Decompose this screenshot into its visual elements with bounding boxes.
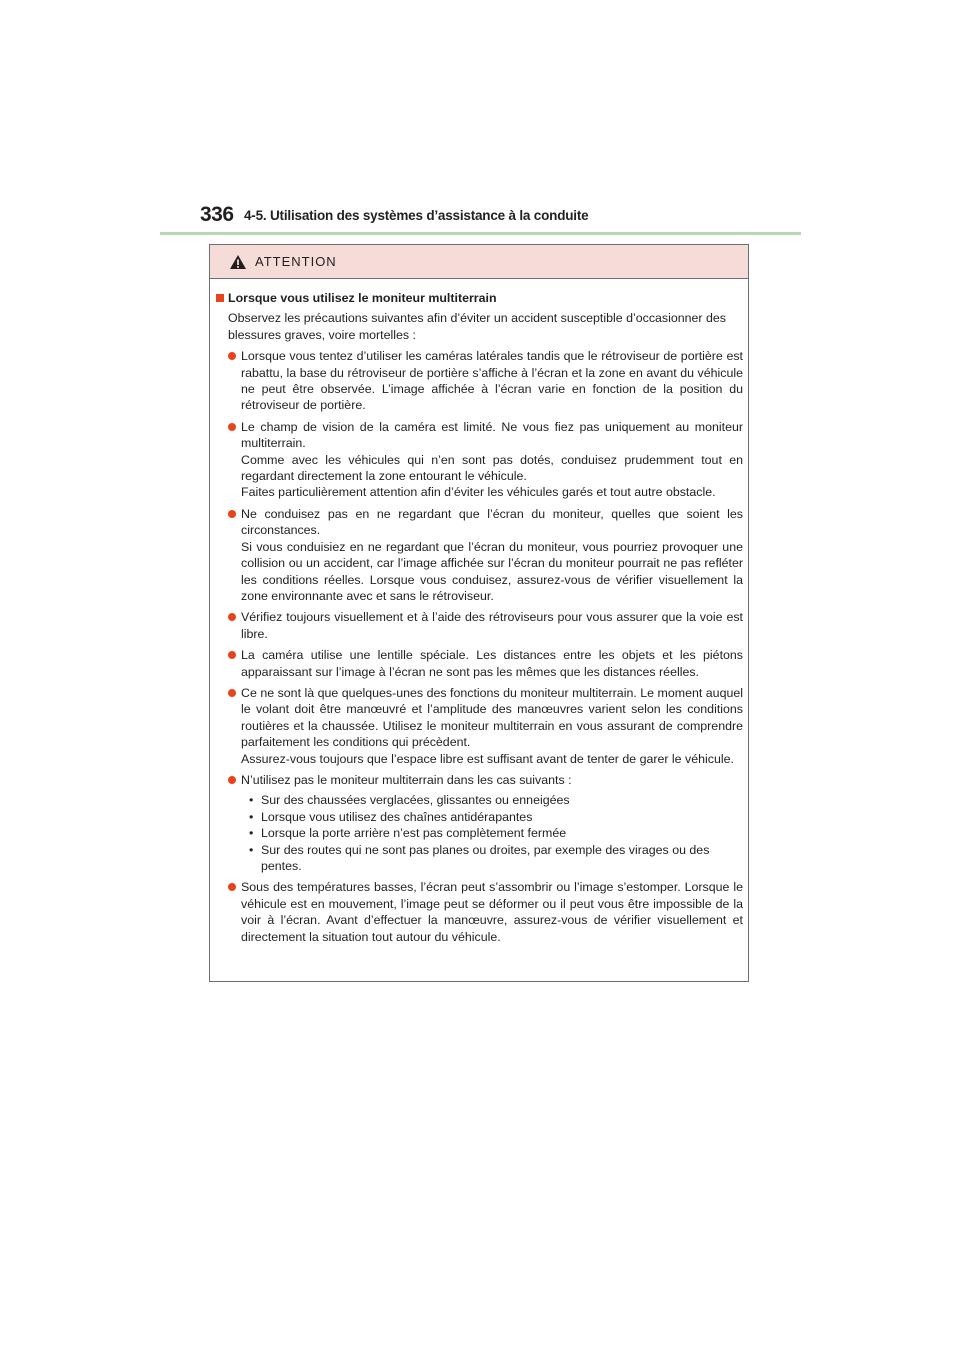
bullet-item [216, 879, 743, 945]
round-bullet-icon [228, 776, 236, 784]
warning-subheading [216, 290, 743, 306]
bullet-list [216, 348, 743, 945]
bullet-paragraph: Faites particulièrement attention afin d’éviter les véhicules garés et tout autre obstacle. [241, 485, 716, 500]
section-title: 4-5. Utilisation des systèmes d’assistance à la conduite [244, 208, 589, 223]
page-number: 336 [200, 203, 234, 226]
round-bullet-icon [228, 689, 236, 697]
sub-list-text: Sur des chaussées verglacées, glissantes ou enneigées [261, 793, 570, 808]
dot-bullet-icon: • [249, 793, 254, 808]
sub-list [216, 792, 743, 874]
dot-bullet-icon: • [249, 826, 254, 841]
sub-list-text: Lorsque la porte arrière n’est pas complètement fermée [261, 826, 567, 841]
bullet-paragraph: La caméra utilise une lentille spéciale. Les distances entre les objets et les piétons apparaissant sur l’image à l’écran ne sont pas les mêmes que les distances réelles. [241, 648, 743, 679]
sub-list-text: Lorsque vous utilisez des chaînes antidérapantes [261, 809, 533, 824]
bullet-paragraph: Assurez-vous toujours que l’espace libre est suffisant avant de tenter de garer le véhicule. [241, 751, 734, 766]
square-bullet-icon [216, 294, 224, 302]
bullet-paragraph: Ne conduisez pas en ne regardant que l’écran du moniteur, quelles que soient les circonstances. [241, 506, 743, 538]
bullet-paragraph: Vérifiez toujours visuellement et à l’aide des rétroviseurs pour vous assurer que la voie est libre. [241, 610, 743, 641]
warning-box [209, 244, 749, 982]
round-bullet-icon [228, 352, 236, 360]
bullet-paragraph: Ce ne sont là que quelques-unes des fonctions du moniteur multiterrain. Le moment auquel le volant doit être manœuvré et l’amplitude des manœuvres varient selon les conditions routières et la chaussée. Utilisez le moniteur multiterrain en vous assurant de comprendre parfaitement les conditions qui précèdent. [241, 685, 743, 750]
bullet-item [216, 609, 743, 642]
dot-bullet-icon: • [249, 842, 254, 857]
round-bullet-icon [228, 883, 236, 891]
bullet-item [216, 647, 743, 680]
warning-content [216, 290, 743, 945]
warning-triangle-icon [229, 254, 247, 270]
round-bullet-icon [228, 613, 236, 621]
page-header [200, 203, 800, 233]
dot-bullet-icon: • [249, 809, 254, 824]
sub-list-item [249, 792, 743, 808]
subheading-text: Lorsque vous utilisez le moniteur multiterrain [228, 291, 497, 305]
bullet-item [216, 506, 743, 604]
warning-intro: Observez les précautions suivantes afin d’éviter un accident susceptible d’occasionner des blessures graves, voire mortelles : [228, 311, 726, 342]
bullet-item [216, 685, 743, 767]
sub-list-item [249, 842, 743, 875]
bullet-item [216, 419, 743, 501]
sub-list-item [249, 825, 743, 841]
bullet-paragraph: Si vous conduisiez en ne regardant que l’écran du moniteur, vous pourriez provoquer une collision ou un accident, car l’image affichée sur l’écran du moniteur pourrait ne pas refléter les conditions réelles. Lorsque vous conduisez, assurez-vous de vérifier visuellement la zone environnante avec et sans le rétroviseur. [241, 539, 743, 603]
bullet-paragraph: Sous des températures basses, l’écran peut s’assombrir ou l’image s’estomper. Lorsque le véhicule est en mouvement, l’image peut se déformer ou il peut vous être impossible de la voir à l’écran. Avant d’effectuer la manœuvre, assurez-vous de vérifier visuellement et directement la situation tout autour du véhicule. [241, 880, 743, 944]
sub-list-item [249, 809, 743, 825]
bullet-paragraph: N’utilisez pas le moniteur multiterrain dans les cas suivants : [241, 772, 572, 787]
header-rule [160, 232, 801, 235]
round-bullet-icon [228, 423, 236, 431]
bullet-item [216, 348, 743, 414]
warning-title: ATTENTION [255, 254, 337, 269]
bullet-paragraph: Comme avec les véhicules qui n’en sont pas dotés, conduisez prudemment tout en regardant directement la zone entourant le véhicule. [241, 452, 743, 484]
sub-list-text: Sur des routes qui ne sont pas planes ou droites, par exemple des virages ou des pentes. [261, 842, 710, 873]
warning-header [210, 245, 748, 279]
bullet-paragraph: Le champ de vision de la caméra est limité. Ne vous fiez pas uniquement au moniteur multiterrain. [241, 419, 743, 451]
round-bullet-icon [228, 510, 236, 518]
bullet-item [216, 772, 743, 788]
round-bullet-icon [228, 651, 236, 659]
bullet-paragraph: Lorsque vous tentez d’utiliser les caméras latérales tandis que le rétroviseur de portière est rabattu, la base du rétroviseur de portière s’affiche à l’écran et la zone en avant du véhicule ne peut être observée. L’image affichée à l’écran varie en fonction de la position du rétroviseur de portière. [241, 349, 743, 413]
